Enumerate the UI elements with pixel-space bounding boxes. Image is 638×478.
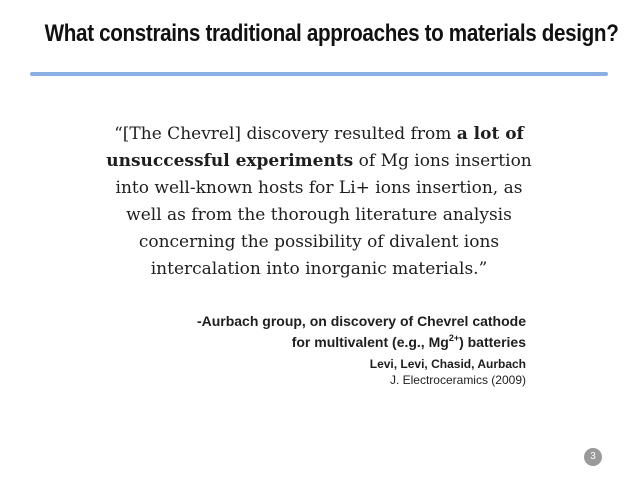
page-number-badge: 3 xyxy=(584,448,602,466)
quote-line-6: intercalation into inorganic materials.” xyxy=(150,259,488,279)
quote-attribution xyxy=(197,311,526,353)
quote-emphasis: a lot of xyxy=(456,124,524,144)
quote-emphasis: unsuccessful experiments xyxy=(106,151,354,171)
charge-superscript: 2+ xyxy=(448,333,460,343)
title-divider xyxy=(30,72,608,76)
attribution-line-1: -Aurbach group, on discovery of Chevrel cathode xyxy=(196,313,526,329)
quote-text: of Mg ions insertion xyxy=(353,151,532,171)
citation xyxy=(370,356,526,388)
slide-title: What constrains traditional approaches to materials design? xyxy=(44,20,619,47)
citation-authors: Levi, Levi, Chasid, Aurbach xyxy=(369,357,526,371)
attribution-text: ) batteries xyxy=(459,334,526,350)
quote-line-4: well as from the thorough literature analysis xyxy=(126,205,512,225)
attribution-line-2 xyxy=(197,332,526,353)
citation-journal: J. Electroceramics (2009) xyxy=(389,373,526,387)
quote-block xyxy=(66,121,572,283)
quote-line-2 xyxy=(66,148,572,175)
quote-line-3: into well-known hosts for Li+ ions insertion, as xyxy=(115,178,523,198)
quote-text: “[The Chevrel] discovery resulted from xyxy=(114,124,457,144)
quote-line-5: concerning the possibility of divalent ions xyxy=(138,232,500,252)
quote-line-1 xyxy=(66,121,572,148)
attribution-text: for multivalent (e.g., Mg xyxy=(291,334,449,350)
